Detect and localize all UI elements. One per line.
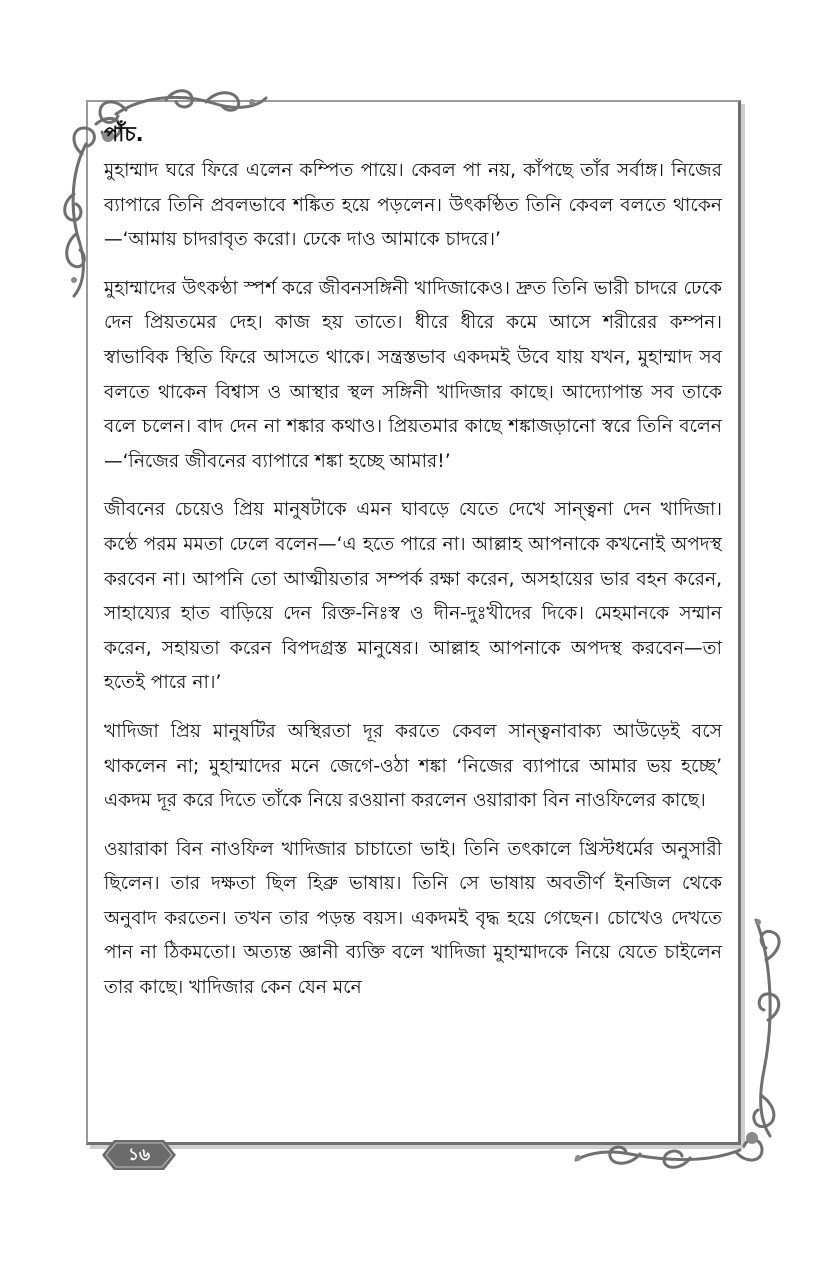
paragraph-1: মুহাম্মাদ ঘরে ফিরে এলেন কম্পিত পায়ে। কেবল পা নয়, কাঁপছে তাঁর সর্বাঙ্গ। নিজের ব্যাপারে তিনি প্রবলভাবে শঙ্কিত হয়ে পড়লেন। উৎকণ্ঠিত তিনি কেবল বলতে থাকেন—‘আমায় চাদরাবৃত করো। ঢেকে দাও আমাকে চাদরে।’ bbox=[104, 160, 722, 251]
paragraph-4: খাদিজা প্রিয় মানুষটির অস্থিরতা দূর করতে কেবল সান্ত্বনাবাক্য আউড়েই বসে থাকলেন না; মুহাম্মাদের মনে জেগে-ওঠা শঙ্কা ‘নিজের ব্যাপারে আমার ভয় হচ্ছে’ একদম দূর করে দিতে তাঁকে নিয়ে রওয়ানা করলেন ওয়ারাকা বিন নাওফিলের কাছে। bbox=[104, 720, 722, 812]
chapter-heading: পাঁচ. bbox=[104, 122, 144, 146]
paragraph-5: ওয়ারাকা বিন নাওফিল খাদিজার চাচাতো ভাই। তিনি তৎকালে খ্রিস্টধর্মের অনুসারী ছিলেন। তার দক্ষতা ছিল হিব্রু ভাষায়। তিনি সে ভাষায় অবতীর্ণ ইনজিল থেকে অনুবাদ করতেন। তখন তার পড়ন্ত বয়স। একদমই বৃদ্ধ হয়ে গেছেন। চোখেও দেখতে পান না ঠিকমতো। অত্যন্ত জ্ঞানী ব্যক্তি বলে খাদিজা মুহাম্মাদকে নিয়ে যেতে চাইলেন তার কাছে। খাদিজার কেন যেন মনে bbox=[104, 838, 722, 999]
page-content bbox=[104, 118, 722, 1020]
paragraph-3: জীবনের চেয়েও প্রিয় মানুষটাকে এমন ঘাবড়ে যেতে দেখে সান্ত্বনা দেন খাদিজা। কণ্ঠে পরম মমতা ঢেলে বলেন—‘এ হতে পারে না। আল্লাহ আপনাকে কখনোই অপদস্থ করবেন না। আপনি তো আত্মীয়তার সম্পর্ক রক্ষা করেন, অসহায়ের ভার বহন করেন, সাহায্যের হাত বাড়িয়ে দেন রিক্ত-নিঃস্ব ও দীন-দুঃখীদের দিকে। মেহমানকে সম্মান করেন, সহায়তা করেন বিপদগ্রস্ত মানুষের। আল্লাহ আপনাকে অপদস্থ করবেন—তা হতেই পারে না।’ bbox=[104, 499, 722, 694]
page-number: ১৬ bbox=[127, 1145, 151, 1165]
paragraph-2: মুহাম্মাদের উৎকণ্ঠা স্পর্শ করে জীবনসঙ্গিনী খাদিজাকেও। দ্রুত তিনি ভারী চাদরে ঢেকে দেন প্রিয়তমের দেহ। কাজ হয় তাতে। ধীরে ধীরে কমে আসে শরীরের কম্পন। স্বাভাবিক স্থিতি ফিরে আসতে থাকে। সন্ত্রস্তভাব একদমই উবে যায় যখন, মুহাম্মাদ সব বলতে থাকেন বিশ্বাস ও আস্থার স্থল সঙ্গিনী খাদিজার কাছে। আদ্যোপান্ত সব তাকে বলে চলেন। বাদ দেন না শঙ্কার কথাও। প্রিয়তমার কাছে শঙ্কাজড়ানো স্বরে তিনি বলেন—‘নিজের জীবনের ব্যাপারে শঙ্কা হচ্ছে আমার!’ bbox=[104, 277, 722, 472]
